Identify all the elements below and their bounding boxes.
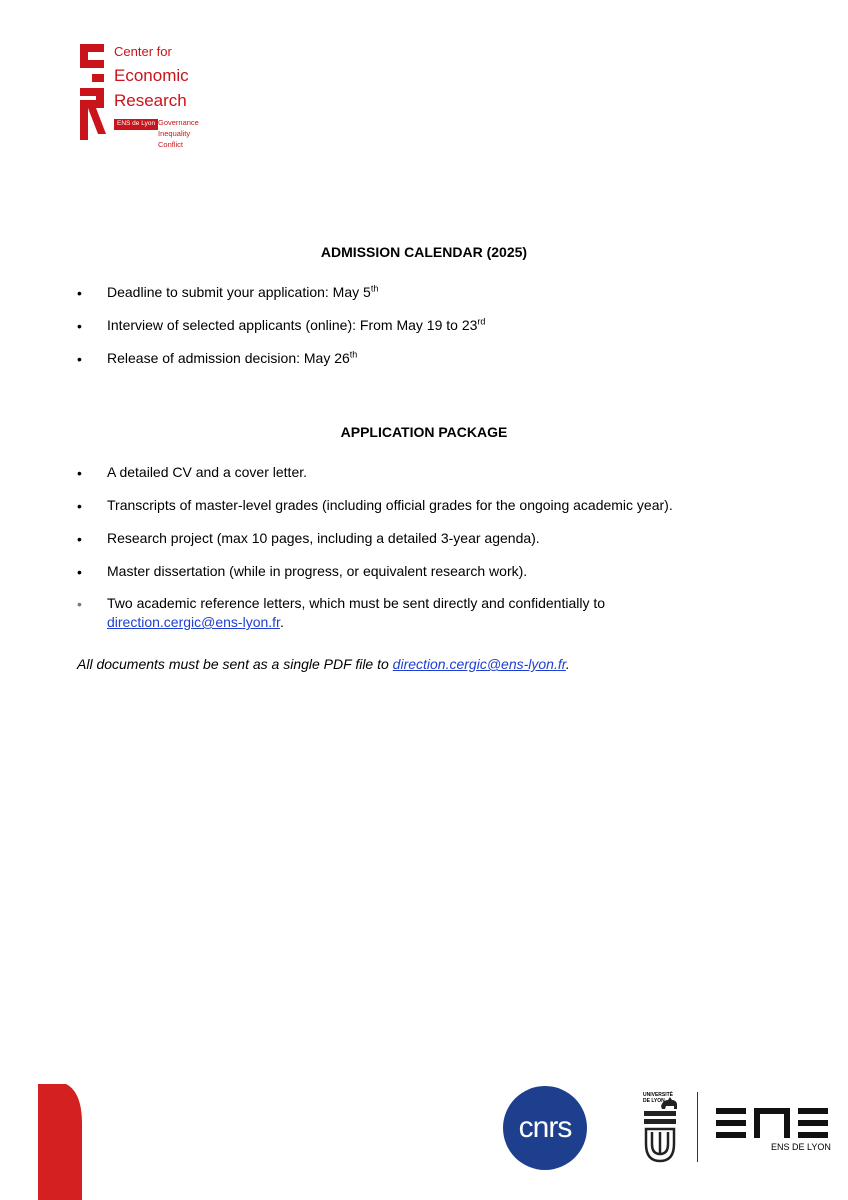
bullet: • [77, 531, 82, 547]
submission-note [77, 656, 797, 673]
calendar-item-text: Deadline to submit your application: May 5 [107, 284, 371, 300]
package-item [107, 594, 787, 632]
calendar-item-sup: th [370, 283, 379, 294]
cnrs-logo [503, 1086, 587, 1170]
email-link[interactable]: direction.cergic@ens-lyon.fr [392, 656, 566, 672]
punctuation: . [279, 614, 284, 630]
red-corner-shape [38, 1084, 82, 1200]
logo-tagline-2: Inequality [158, 129, 191, 138]
bullet: • [77, 285, 82, 301]
bullet: • [77, 596, 82, 612]
bullet: • [77, 318, 82, 334]
logo-text-line2: Economic [114, 66, 189, 85]
package-heading: APPLICATION PACKAGE [340, 424, 508, 440]
package-item: Master dissertation (while in progress, or equivalent research work). [107, 563, 528, 579]
calendar-item [107, 283, 787, 302]
ens-logo [716, 1108, 830, 1138]
calendar-heading: ADMISSION CALENDAR (2025) [320, 244, 528, 260]
logo-tagline-1: Governance [158, 118, 199, 127]
package-item: A detailed CV and a cover letter. [107, 464, 308, 480]
calendar-item-text: Interview of selected applicants (online): From May 19 to 23 [107, 317, 478, 333]
note-text: All documents must be sent as a single PDF file to [77, 656, 389, 672]
footer-divider [697, 1092, 698, 1162]
punctuation: . [565, 656, 570, 672]
calendar-item-text: Release of admission decision: May 26 [107, 350, 350, 366]
logo-text-line3: Research [114, 91, 187, 110]
logo-tagline-3: Conflict [158, 140, 184, 149]
calendar-item-sup: rd [477, 316, 486, 327]
de-lyon-line: DE LYON [643, 1098, 665, 1104]
package-item-text: Two academic reference letters, which must be sent directly and confidentially to [107, 595, 606, 611]
cer-logo-mark [80, 44, 106, 140]
universite-line: UNIVERSITÉ [643, 1092, 674, 1098]
email-link[interactable]: direction.cergic@ens-lyon.fr [107, 614, 280, 630]
package-item: Transcripts of master-level grades (including official grades for the ongoing academic year). [107, 497, 673, 513]
universite-de-lyon-logo [643, 1108, 677, 1164]
calendar-item [107, 316, 787, 335]
calendar-item [107, 349, 787, 368]
ens-de-lyon-label: ENS DE LYON [771, 1142, 831, 1152]
bullet: • [77, 351, 82, 367]
cnrs-logo-text: cnrs [518, 1111, 572, 1144]
bullet: • [77, 465, 82, 481]
bullet: • [77, 498, 82, 514]
calendar-item-sup: th [349, 349, 358, 360]
logo-text-line1: Center for [114, 44, 172, 59]
logo-badge: ENS de Lyon [114, 119, 158, 130]
package-item: Research project (max 10 pages, including a detailed 3-year agenda). [107, 530, 540, 546]
bullet: • [77, 564, 82, 580]
